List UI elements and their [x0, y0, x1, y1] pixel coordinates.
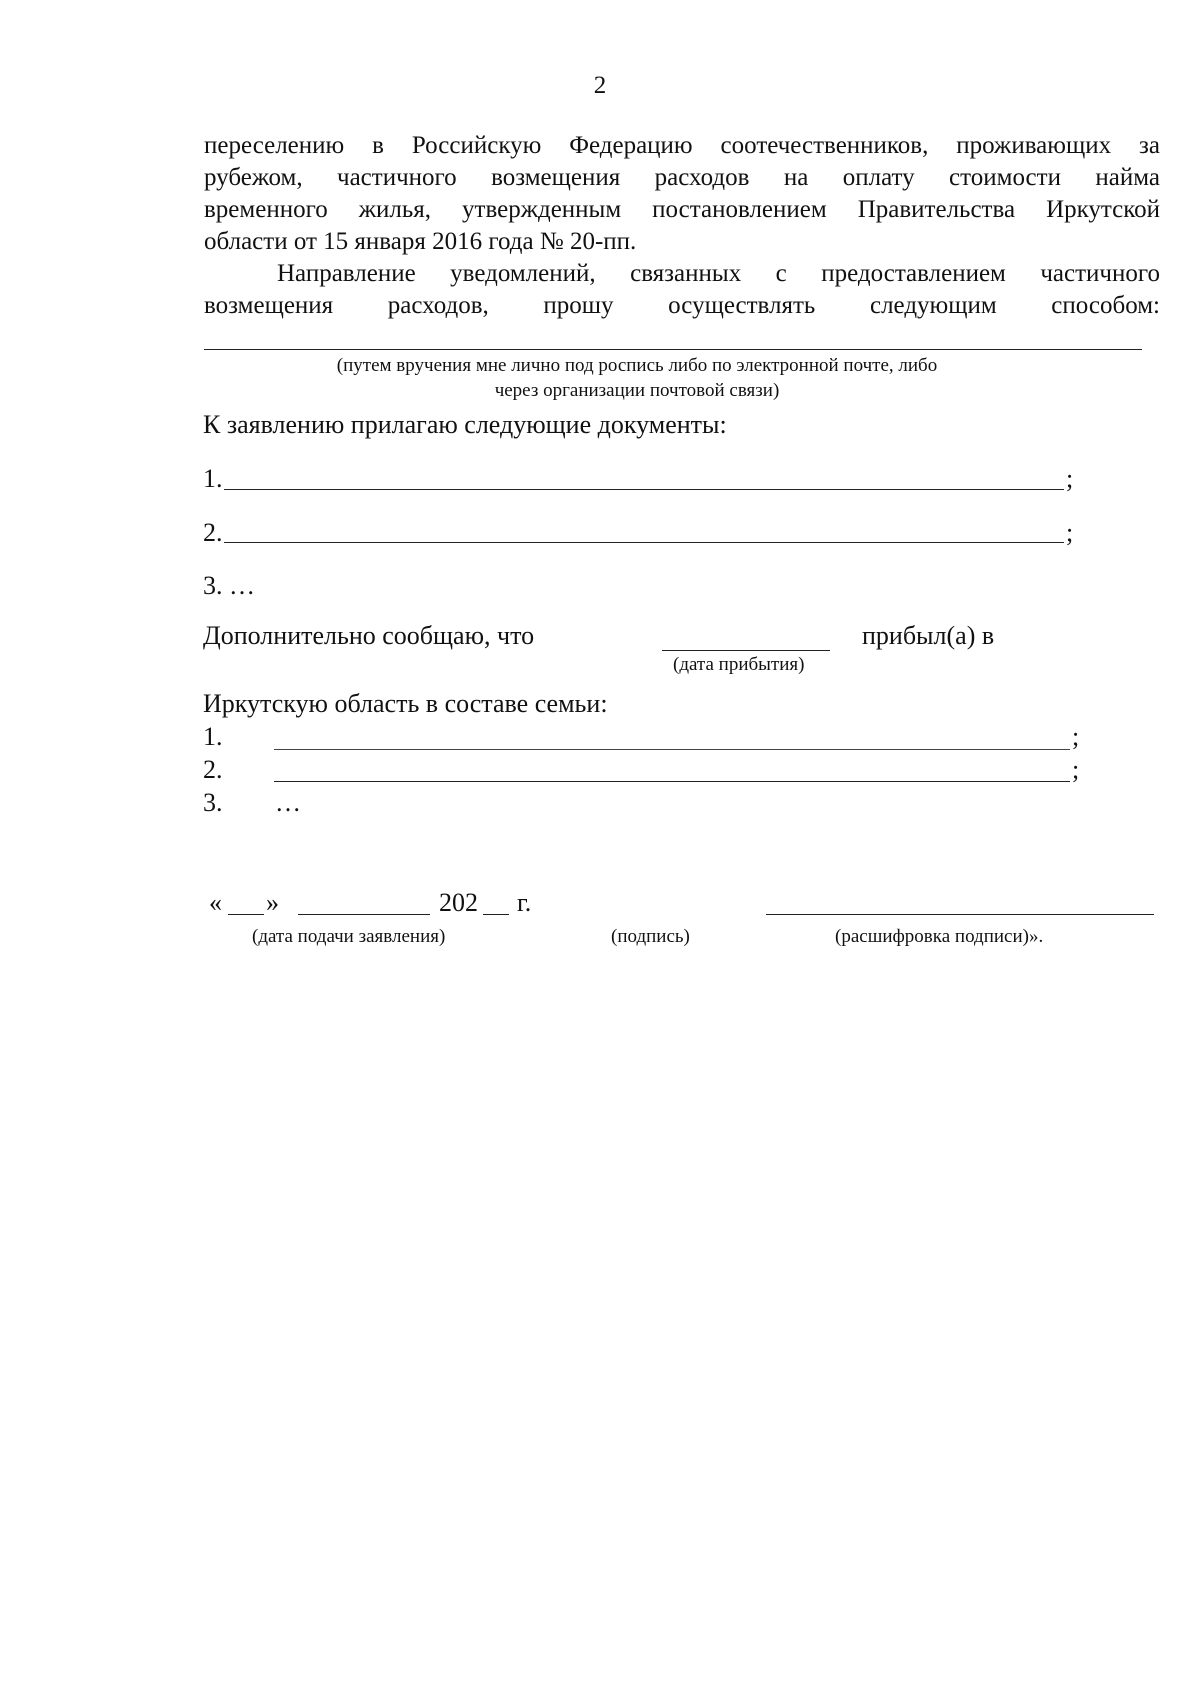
notification-method-field[interactable] [204, 349, 1142, 350]
family-number: 3. [203, 788, 223, 817]
method-hint-line-1: (путем вручения мне лично под роспись либо по электронной почте, либо [336, 355, 938, 376]
family-member-field-1[interactable] [274, 749, 1070, 750]
attachment-number: 3. … [203, 571, 255, 600]
family-separator: ; [1072, 722, 1080, 751]
paragraph-line: рубежом, частичного возмещения расходов на оплату стоимости найма [204, 164, 1160, 191]
page-number: 2 [593, 72, 607, 99]
attachments-heading: К заявлению прилагаю следующие документы: [203, 410, 727, 439]
paragraph-line: области от 15 января 2016 года № 20-пп. [204, 228, 637, 255]
attachment-field-2[interactable] [224, 542, 1064, 543]
paragraph-line: возмещения расходов, прошу осуществлять следующим способом: [204, 292, 1160, 319]
family-number: 2. [203, 755, 223, 784]
family-separator: ; [1072, 755, 1080, 784]
attachment-number: 2. [203, 518, 223, 547]
arrival-prefix: Дополнительно сообщаю, что [203, 621, 535, 650]
paragraph-regulation [204, 130, 1160, 258]
paragraph-line: Направление уведомлений, связанных с предоставлением частичного [277, 260, 1160, 287]
date-month-field[interactable] [298, 914, 430, 915]
paragraph-notification [204, 258, 1160, 322]
attachment-separator: ; [1066, 518, 1074, 547]
date-year-field[interactable] [483, 914, 509, 915]
signature-field[interactable] [766, 914, 1154, 915]
date-day-field[interactable] [228, 914, 264, 915]
paragraph-line: временного жилья, утвержденным постановлением Правительства Иркутской [204, 196, 1160, 223]
attachment-field-1[interactable] [224, 489, 1064, 490]
date-quote-open: « [209, 888, 222, 917]
family-ellipsis: … [275, 788, 301, 817]
date-year: 202 [439, 888, 478, 917]
date-year-suffix: г. [517, 888, 532, 917]
family-heading: Иркутскую область в составе семьи: [203, 689, 608, 718]
signature-hint: (подпись) [611, 926, 690, 947]
arrival-suffix: прибыл(а) в [862, 621, 995, 650]
arrival-date-hint: (дата прибытия) [673, 654, 805, 675]
date-hint: (дата подачи заявления) [252, 926, 446, 947]
signature-decode-hint: (расшифровка подписи)». [835, 926, 1044, 947]
paragraph-line: переселению в Российскую Федерацию соотечественников, проживающих за [204, 132, 1160, 159]
family-member-field-2[interactable] [274, 781, 1070, 782]
arrival-date-field[interactable] [662, 650, 830, 651]
family-number: 1. [203, 722, 223, 751]
attachment-number: 1. [203, 464, 223, 493]
date-quote-close: » [266, 888, 279, 917]
attachment-separator: ; [1066, 464, 1074, 493]
method-hint-line-2: через организации почтовой связи) [494, 380, 780, 401]
